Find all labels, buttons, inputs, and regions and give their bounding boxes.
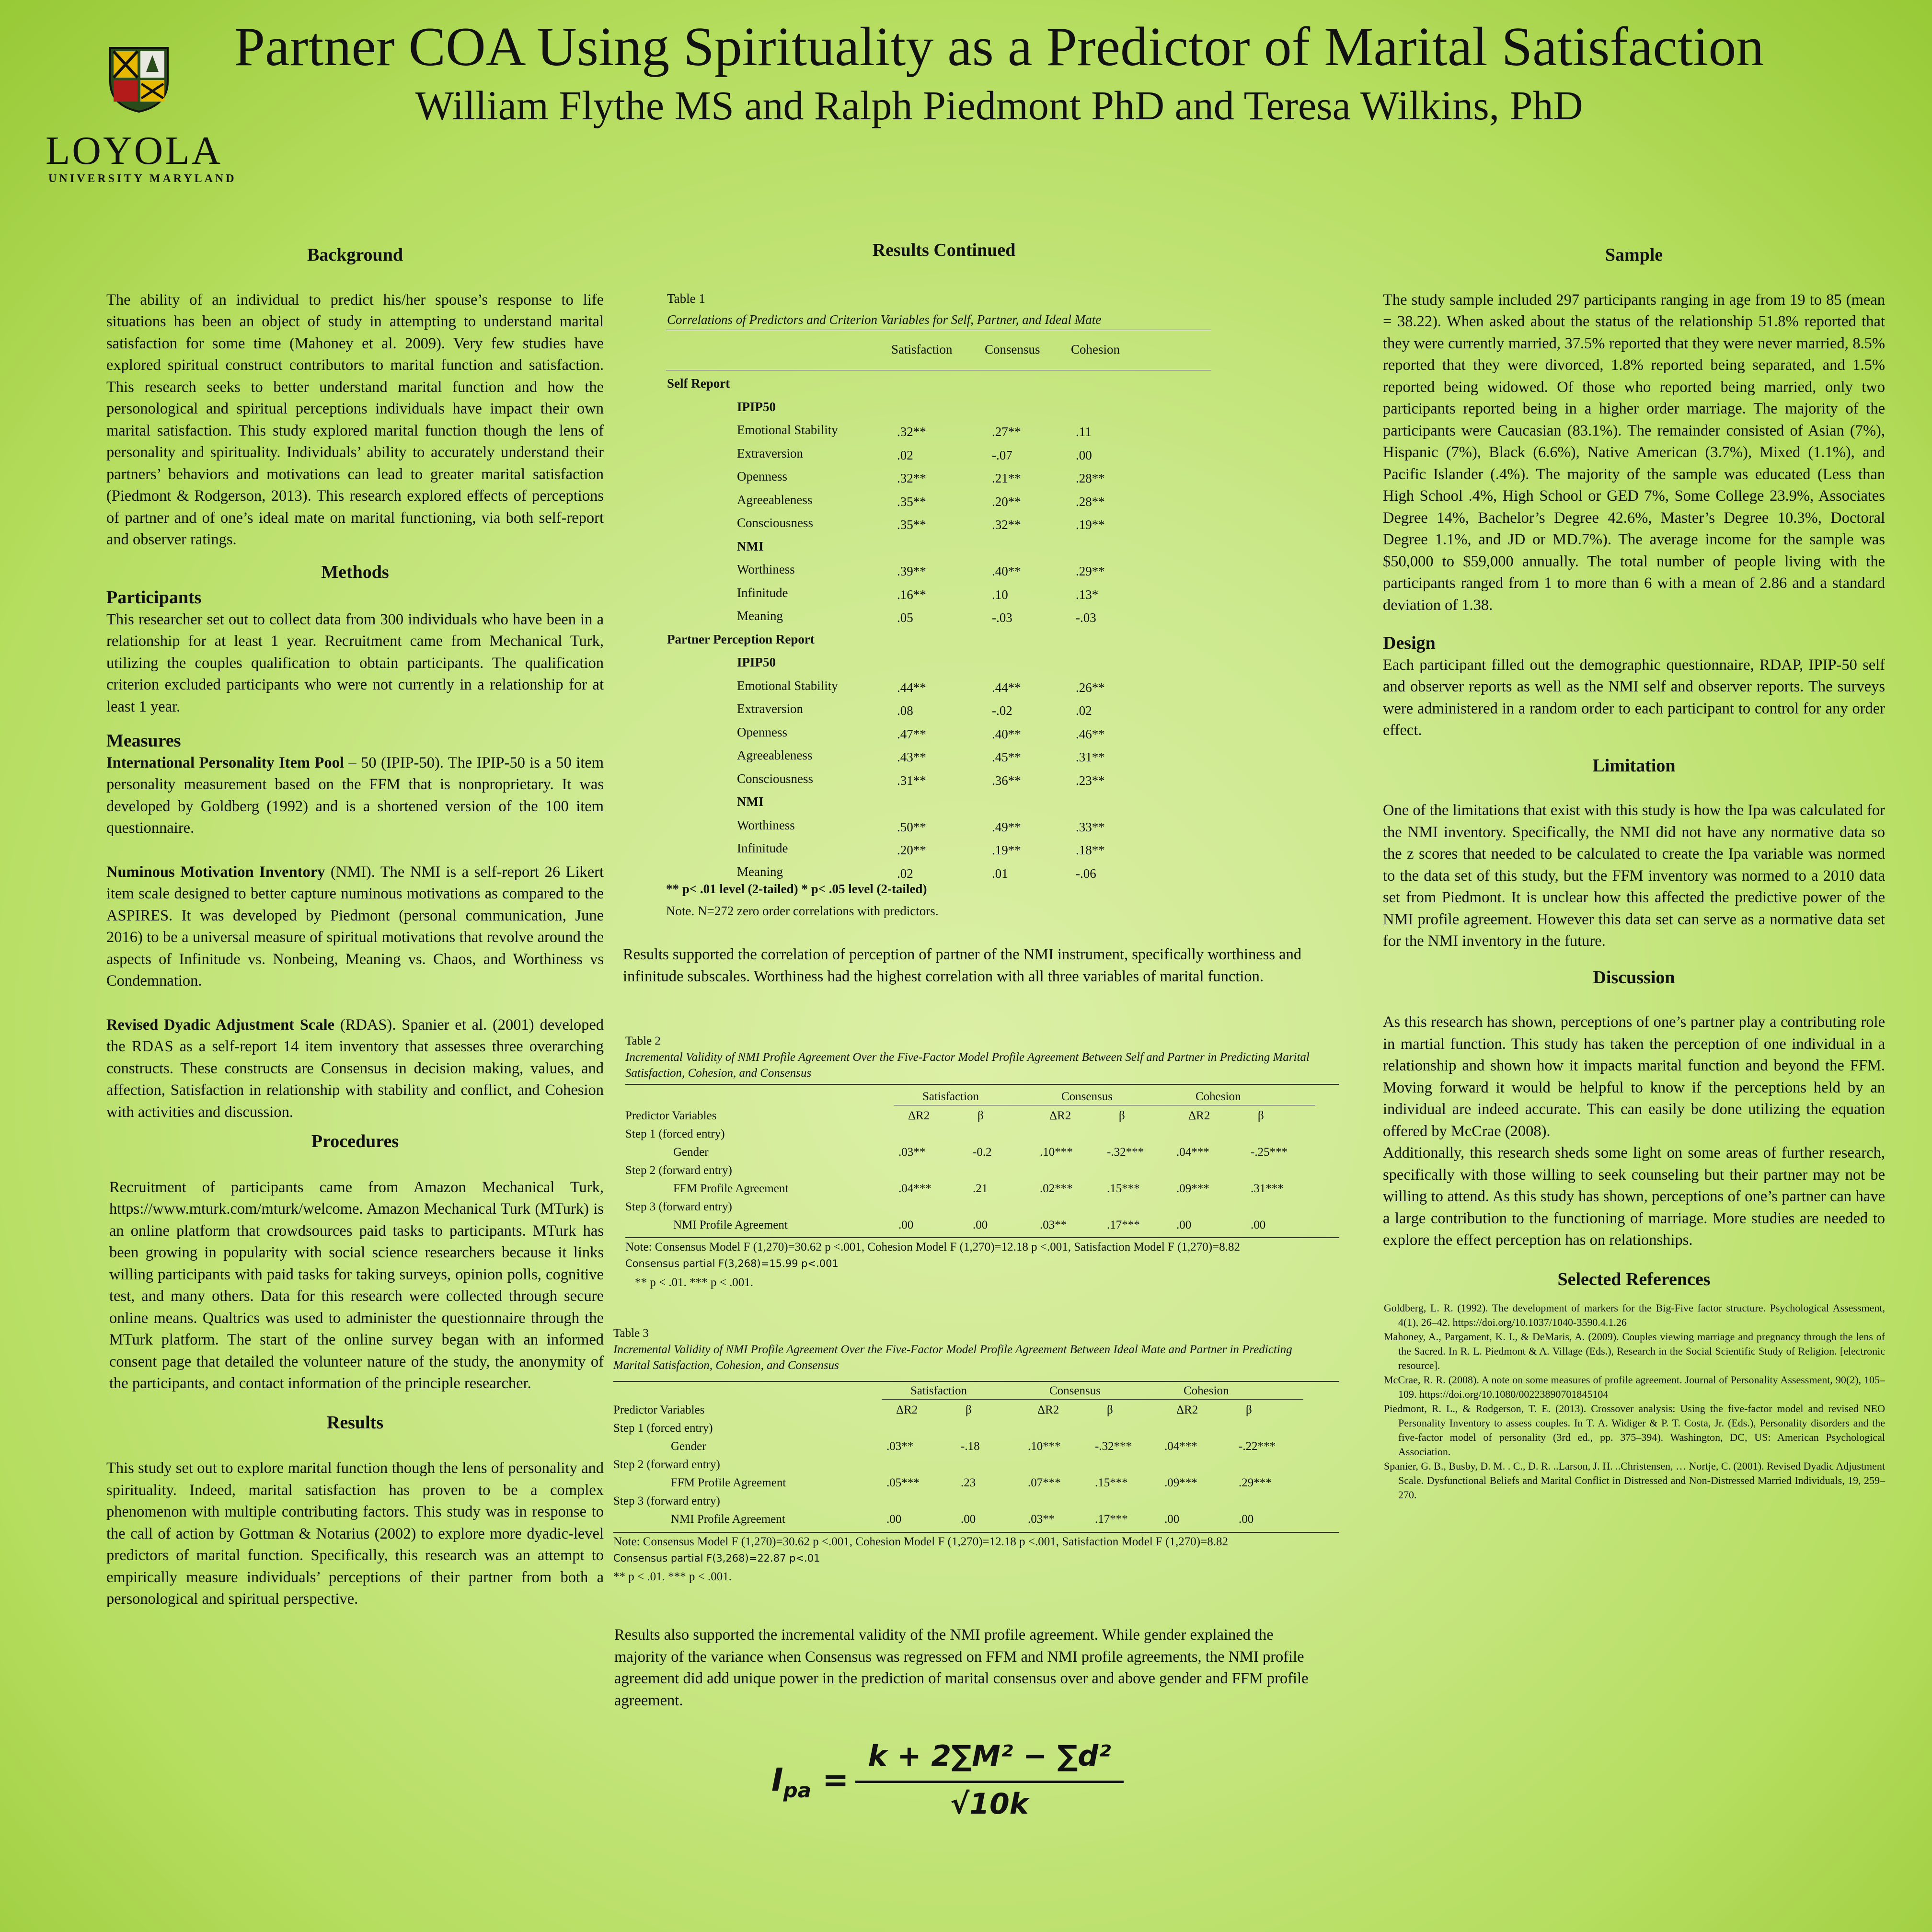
table-3-cell: .03** [1028, 1513, 1055, 1526]
table-1-cell: .39** [897, 564, 926, 578]
table-1-cell: .50** [897, 819, 926, 834]
table-1-cell: .02 [897, 448, 913, 462]
table-3-note-2: Consensus partial F(3,268)=22.87 p<.01 [613, 1552, 820, 1564]
table-1-row-label: Consciousness [737, 516, 814, 530]
table-1-cell: .46** [1076, 726, 1105, 741]
table-3-row-label: Step 3 (forward entry) [613, 1495, 720, 1507]
table-1-cell: .31** [897, 773, 926, 788]
table-2-cell: .00 [1251, 1219, 1266, 1231]
table-3-cell: .17*** [1095, 1513, 1128, 1526]
table-1-row-label: Openness [737, 724, 787, 739]
table-1-cell: .18** [1076, 843, 1105, 857]
table-1-row-label: Consciousness [737, 771, 814, 786]
table-3-group-header: Cohesion [1184, 1384, 1229, 1397]
table-1-subgroup-label: IPIP50 [737, 655, 776, 669]
table-2-note-2: Consensus partial F(3,268)=15.99 p<.001 [625, 1258, 839, 1269]
table-1-cell: .43** [897, 750, 926, 764]
table-1-cell: .23** [1076, 773, 1105, 788]
procedures-text: Recruitment of participants came from Amazon Mechanical Turk, https://www.mturk.com/mturk/welcome. Amazon Mechanical Turk (MTurk) is an online platform that crowdsources paid tasks to participants. MTurk has been growing in popularity with social science researchers because it links willing participants with paid tasks for taking surveys, opinion polls, cognitive test, and many others. Data for this research were collected through secure online means. Qualtrics was used to administer the questionnaire through the MTurk platform. The start of the online survey began with an informed consent page that detailed the volunteer nature of the study, the anonymity of the participants, and contact information of the principle researcher. [109, 1178, 604, 1392]
sample-heading: Sample [1605, 245, 1663, 265]
design-text: Each participant filled out the demographic questionnaire, RDAP, IPIP-50 self and observer reports as well as the NMI self and observer reports. The surveys were administered in a random order to each participant to control for any order effect. [1383, 656, 1885, 739]
discussion-text-2: Additionally, this research sheds some light on some areas of further research, specifically with those willing to seek counseling but their partner may not be willing to attend. As this study has shown, perceptions of one’s partner can have a large contribution to the functioning of marriage. More studies are needed to explore the effect perception has on relationships. [1383, 1144, 1885, 1249]
design-heading: Design [1383, 633, 1436, 653]
table-2-row-label: Step 2 (forward entry) [625, 1164, 732, 1177]
table-1-cell: .32** [897, 471, 926, 485]
table-1-row-label: Infinitude [737, 585, 788, 600]
table-1-cell: .40** [992, 564, 1021, 578]
table-1-section-label: Self Report [667, 376, 730, 391]
table-3-group-header: Consensus [1049, 1384, 1101, 1397]
table-3-cell: .23 [961, 1476, 976, 1489]
table-1-cell: .11 [1076, 425, 1092, 439]
table-1-cell: .10 [992, 587, 1008, 602]
table-2-cell: .04*** [1176, 1146, 1209, 1159]
table-1-subgroup-label: IPIP50 [737, 399, 776, 414]
table-3-cell: -.18 [961, 1440, 980, 1453]
table-2-sub-header: ΔR2 [908, 1109, 930, 1122]
table-2-cell: .21 [973, 1182, 988, 1195]
table-1-col-satisfaction: Satisfaction [891, 342, 953, 356]
table-1-caption: Correlations of Predictors and Criterion Variables for Self, Partner, and Ideal Mate [667, 312, 1102, 327]
table-1-cell: .26** [1076, 680, 1105, 695]
limitation-text: One of the limitations that exist with this study is how the Ipa was calculated for the NMI inventory. Specifically, the NMI did not have any normative data so the z scores that needed to be calculated to create the Ipa variable was normed to the data set of this study, but the FFM inventory was normed to a 2010 data set from Piedmont. It is unclear how this affected the predictive power of the NMI profile agreement. However this data set can serve as a normative data set for the NMI inventory in the future. [1383, 802, 1885, 950]
table-2-row-label: NMI Profile Agreement [673, 1219, 788, 1231]
table-3-cell: .07*** [1028, 1476, 1061, 1489]
table-1-cell: -.03 [992, 610, 1012, 625]
table-3-cell: .04*** [1164, 1440, 1197, 1453]
table-2-row-label: Step 3 (forward entry) [625, 1200, 732, 1213]
table-1-cell: .28** [1076, 494, 1105, 509]
results-text: This study set out to explore marital function though the lens of personality and spirituality. Indeed, marital satisfaction has proven to be a complex phenomenon with multiple contributing factors. This study was in response to the call of action by Gottman & Notarius (2002) to explore more dyadic-level predictors of marital function. Specifically, this research was an attempt to empirically measure individuals’ perceptions of their partner from both a personological and spiritual perspective. [106, 1460, 604, 1608]
table-3-cell: .10*** [1028, 1440, 1061, 1453]
table-1-cell: .32** [992, 518, 1021, 532]
table-1-cell: -.02 [992, 703, 1012, 718]
table-1-cell: .35** [897, 494, 926, 509]
table-1-cell: .05 [897, 610, 913, 625]
table-3-row-label: Gender [671, 1440, 706, 1453]
discussion-heading: Discussion [1593, 967, 1675, 988]
poster-authors: William Flythe MS and Ralph Piedmont PhD and Teresa Wilkins, PhD [415, 82, 1583, 128]
table-1-subgroup-label: NMI [737, 794, 764, 809]
table-2-cell: .00 [898, 1219, 914, 1231]
table-2-cell: .03** [1040, 1219, 1067, 1231]
table-1-cell: .44** [992, 680, 1021, 695]
table-2-cell: .02*** [1040, 1182, 1073, 1195]
table-1-cell: -.07 [992, 448, 1012, 462]
table-1-row-label: Emotional Stability [737, 678, 838, 693]
table-1-cell: .02 [897, 866, 913, 881]
table-3-sub-header: β [1107, 1403, 1113, 1416]
results-continued-heading: Results Continued [872, 240, 1016, 260]
rdas-desc: (RDAS). Spanier et al. (2001) developed the RDAS as a self-report 14 item inventory that assesses three overarching constructs. These constructs are Consensus in decision making, values, and affection, Satisfaction in relationship with stability and conflict, and Cohesion with activities and discussion. [106, 1016, 604, 1121]
table-3-sub-header: ΔR2 [1037, 1403, 1059, 1416]
table-1-label: Table 1 [667, 291, 705, 306]
reference-item: Goldberg, L. R. (1992). The development of markers for the Big-Five factor structure. Psychological Assessment, 4(1), 26–42. https://doi.org/10.1037/1040-3590.4.1.26 [1384, 1302, 1885, 1328]
logo-wordmark: LOYOLA [46, 128, 223, 173]
table-3-note-3: ** p < .01. *** p < .001. [613, 1570, 732, 1583]
table-3-group-rule [882, 1399, 1303, 1400]
table-3-row-label: Predictor Variables [613, 1403, 705, 1416]
table-1-row-label: Agreeableness [737, 748, 813, 762]
table-1-row-label: Extraversion [737, 702, 803, 716]
table-2-label: Table 2 [625, 1035, 661, 1047]
formula-numerator: k + 2∑M² − ∑d² [868, 1739, 1111, 1773]
table-1-cell: -.06 [1076, 866, 1096, 881]
table-3-bottom-rule [613, 1532, 1339, 1533]
table-3-sub-header: ΔR2 [896, 1403, 918, 1416]
formula-denominator: √10k [950, 1787, 1029, 1821]
table-3-cell: .00 [886, 1513, 902, 1526]
table-1-cell: .08 [897, 703, 913, 718]
nmi-desc: (NMI). The NMI is a self-report 26 Likert item scale designed to better capture numinous motivations as compared to the ASPIRES. It was developed by Piedmont (personal communication, June 2016) to be a universal measure of spiritual motivations that revolve around the aspects of Infinitude vs. Nonbeing, Meaning vs. Chaos, and Worthiness vs Condemnation. [106, 863, 604, 989]
results-heading: Results [326, 1412, 384, 1433]
table-3-cell: .05*** [886, 1476, 920, 1489]
table-2-caption: Incremental Validity of NMI Profile Agreement Over the Five-Factor Model Profile Agreement Between Self and Partner in Predicting Marital Satisfaction, Cohesion, and Consensus [625, 1051, 1310, 1080]
table-3-top-rule [613, 1381, 1339, 1382]
table-1-cell: .13* [1076, 587, 1099, 602]
table-3-row-label: Step 2 (forward entry) [613, 1458, 720, 1471]
table-1-cell: .01 [992, 866, 1008, 881]
table-2-cell: -.25*** [1251, 1146, 1288, 1159]
table-1-row-label: Meaning [737, 864, 783, 879]
table-1-subgroup-label: NMI [737, 539, 764, 553]
background-text: The ability of an individual to predict his/her spouse’s response to life situations has been an object of study in attempting to understand marital satisfaction for some time (Mahoney et al. 2009). Very few studies have explored spiritual construct contributors to marital function and satisfaction. This research seeks to better understand marital function and how the personological and spiritual perceptions individuals have impact their own marital satisfaction. This study explored marital function though the lens of personality and spirituality. Individuals’ ability to accurately understand their partners’ behaviors and motivations can lead to greater marital satisfaction (Piedmont & Rodgerson, 2013). This research explored effects of perceptions of partner and of one’s ideal mate on marital functioning, via both self-report and observer ratings. [106, 291, 604, 548]
table-3-cell: .00 [1164, 1513, 1180, 1526]
reference-item: Spanier, G. B., Busby, D. M. . C., D. R. ..Larson, J. H. ..Christensen, … Nortje, C. (2001). Revised Dyadic Adjustment Scale. Dysfunctional Beliefs and Marital Conflict in Distressed and Non-Distressed Married Individuals, 19, 259–270. [1384, 1460, 1885, 1501]
results-paragraph-2: Results also supported the incremental validity of the NMI profile agreement. While gender explained the majority of the variance when Consensus was regressed on FFM and NMI profile agreements, the NMI profile agreement did add unique power in the prediction of marital consensus over and above gender and FFM profile agreement. [614, 1626, 1309, 1709]
table-1-cell: .00 [1076, 448, 1092, 462]
table-1-cell: .19** [992, 843, 1021, 857]
table-2-row-label: FFM Profile Agreement [673, 1182, 789, 1195]
table-3-cell: .00 [1239, 1513, 1254, 1526]
table-1-cell: .31** [1076, 750, 1105, 764]
table-1-row-label: Extraversion [737, 446, 803, 460]
logo-subtitle: UNIVERSITY MARYLAND [48, 172, 237, 185]
table-2-cell: .15*** [1107, 1182, 1140, 1195]
table-2-sub-header: ΔR2 [1188, 1109, 1210, 1122]
table-2-row-label: Predictor Variables [625, 1109, 717, 1122]
table-1-row-label: Worthiness [737, 817, 795, 832]
table-1-cell: .16** [897, 587, 926, 602]
table-1-cell: .49** [992, 819, 1021, 834]
table-1-discussion [623, 944, 1327, 988]
table-2-sub-header: ΔR2 [1049, 1109, 1071, 1122]
table-2-cell: -.32*** [1107, 1146, 1144, 1159]
table-1-row-label: Emotional Stability [737, 423, 838, 437]
table-3-cell: .29*** [1239, 1476, 1272, 1489]
table-1-row-label: Openness [737, 469, 787, 483]
table-2-cell: .03** [898, 1146, 926, 1159]
reference-item: Mahoney, A., Pargament, K. I., & DeMaris, A. (2009). Couples viewing marriage and pregnancy through the lens of the Sacred. In R. L. Piedmont & A. Village (Eds.), Research in the Social Scientific Study of Religion. [electronic resource]. [1384, 1331, 1885, 1371]
table-2-cell: .00 [1176, 1219, 1192, 1231]
rdas-text [106, 1014, 604, 1124]
background-heading: Background [307, 245, 403, 265]
nmi-term: Numinous Motivation Inventory [106, 863, 325, 881]
table-3-cell: .09*** [1164, 1476, 1197, 1489]
references-list [1383, 1301, 1885, 1502]
table-3-sub-header: β [1246, 1403, 1252, 1416]
table-1-cell: .44** [897, 680, 926, 695]
ipip-term: International Personality Item Pool [106, 754, 344, 771]
formula-equals: = [811, 1761, 849, 1798]
table-1-cell: .47** [897, 726, 926, 741]
limitation-heading: Limitation [1592, 755, 1676, 776]
table-3-cell: .03** [886, 1440, 914, 1453]
table-3-cell: .00 [961, 1513, 976, 1526]
table-3-label: Table 3 [613, 1327, 649, 1340]
table-1-cell: .35** [897, 518, 926, 532]
table-1-cell: .20** [897, 843, 926, 857]
formula-lhs-sub: pa [783, 1779, 811, 1803]
results-paragraph-1: Results supported the correlation of perception of partner of the NMI instrument, specifically worthiness and infinitude subscales. Worthiness had the highest correlation with all three variables of marital function. [623, 946, 1302, 985]
table-1-cell: .28** [1076, 471, 1105, 485]
table-1-note: Note. N=272 zero order correlations with predictors. [666, 904, 939, 918]
right-column [1383, 244, 1885, 1502]
rdas-term: Revised Dyadic Adjustment Scale [106, 1016, 335, 1034]
table-1-cell: .21** [992, 471, 1021, 485]
table-1-cell: .02 [1076, 703, 1092, 718]
table-1-cell: .33** [1076, 819, 1105, 834]
table-1-cell: .36** [992, 773, 1021, 788]
table-3-sub-header: ΔR2 [1176, 1403, 1198, 1416]
table-2-cell: -0.2 [973, 1146, 992, 1159]
table-2-note-3: ** p < .01. *** p < .001. [635, 1276, 753, 1289]
table-2-group-header: Satisfaction [922, 1090, 979, 1103]
table-2-cell: .31*** [1251, 1182, 1284, 1195]
table-2-sub-header: β [978, 1109, 984, 1122]
table-1-cell: .45** [992, 750, 1021, 764]
table-2-cell: .04*** [898, 1182, 932, 1195]
table-1-col-consensus: Consensus [985, 342, 1040, 356]
table-2-cell: .00 [973, 1219, 988, 1231]
table-3-row-label: FFM Profile Agreement [671, 1476, 786, 1489]
table-1-section-label: Partner Perception Report [667, 632, 815, 646]
table-2-group-header: Cohesion [1196, 1090, 1241, 1103]
table-2-note-1: Note: Consensus Model F (1,270)=30.62 p <.001, Cohesion Model F (1,270)=12.18 p <.001, Satisfaction Model F (1,270)=8.82 [625, 1241, 1240, 1254]
table-2-bottom-rule [625, 1237, 1339, 1238]
formula-lhs: I [771, 1761, 783, 1798]
ipa-formula [771, 1735, 1126, 1830]
table-1-row-label: Agreeableness [737, 492, 813, 507]
table-1-cell: .29** [1076, 564, 1105, 578]
table-2-cell: .17*** [1107, 1219, 1140, 1231]
nmi-text [106, 862, 604, 992]
table-3-row-label: NMI Profile Agreement [671, 1513, 785, 1526]
table-2-row-label: Step 1 (forced entry) [625, 1127, 725, 1140]
ipip-desc: – 50 (IPIP-50). The IPIP-50 is a 50 item personality measurement based on the FFM that is nonproprietary. It was developed by Goldberg (1992) and is a shortened version of the 100 item questionnaire. [106, 754, 604, 837]
table-1-significance: ** p< .01 level (2-tailed) * p< .05 level (2-tailed) [666, 882, 927, 896]
sample-text: The study sample included 297 participants ranging in age from 19 to 85 (mean = 38.22). When asked about the status of the relationship 51.8% reported that they were currently married, 37.5% reported that they were never married, 8.5% reported that they were divorced, 1.8% reported being separated, and 1.5% reported being widowed. Of those who reported being married, only two participants reported being in a higher order marriage. The majority of the participants were Caucasian (83.1%). The remainder consisted of Asian (7%), Hispanic (7%), Black (6.6%), Native American (3.7%), Mixed (1.1%), and Pacific Islander (.4%). The majority of the sample was educated (Less than High School .4%, High School or GED 7%, Some College 23.9%, Associates Degree 14%, Bachelor’s Degree 42.6%, Master’s Degree 10.3%, Doctoral Degree 1.1%, and JD or MD.7%). The average income for the sample was $50,000 to $59,000 annually. The total number of people living with the participants ranged from 1 to more than 6 with a mean of 2.86 and a standard deviation of 1.38. [1383, 291, 1885, 614]
table-3-group-header: Satisfaction [910, 1384, 967, 1397]
table-2-cell: .09*** [1176, 1182, 1209, 1195]
table-2-group-header: Consensus [1061, 1090, 1113, 1103]
table-3-cell: -.32*** [1095, 1440, 1132, 1453]
references-heading: Selected References [1557, 1269, 1711, 1289]
procedures-heading: Procedures [311, 1131, 399, 1151]
table-3-caption: Incremental Validity of NMI Profile Agreement Over the Five-Factor Model Profile Agreement Between Ideal Mate and Partner in Predicting Marital Satisfaction, Cohesion, and Consensus [613, 1343, 1292, 1372]
table-3-cell: .15*** [1095, 1476, 1128, 1489]
ipip-text [106, 752, 604, 840]
table-3-discussion [614, 1624, 1314, 1712]
table-1-cell: .40** [992, 726, 1021, 741]
participants-text: This researcher set out to collect data from 300 individuals who have been in a relationship for at least 1 year. Recruitment came from Mechanical Turk, utilizing the couples qualification to obtain participants. The qualification criterion excluded participants who were not currently in a relationship for at least 1 year. [106, 610, 604, 715]
crest-icon [108, 46, 170, 113]
table-1-cell: .19** [1076, 518, 1105, 532]
table-1-row-label: Meaning [737, 609, 783, 623]
table-2 [625, 1030, 1339, 1294]
table-2-top-rule [625, 1084, 1339, 1085]
table-2-row-label: Gender [673, 1146, 709, 1159]
formula-fraction-bar [855, 1781, 1124, 1783]
table-2-sub-header: β [1258, 1109, 1264, 1122]
measures-heading: Measures [106, 731, 181, 751]
table-1-row-label: Infinitude [737, 841, 788, 855]
table-3-note-1: Note: Consensus Model F (1,270)=30.62 p <.001, Cohesion Model F (1,270)=12.18 p <.001, Satisfaction Model F (1,270)=8.82 [613, 1535, 1228, 1548]
poster-title: Partner COA Using Spirituality as a Predictor of Marital Satisfaction [234, 16, 1764, 78]
table-1-col-cohesion: Cohesion [1071, 342, 1120, 356]
methods-heading: Methods [321, 562, 389, 582]
table-2-sub-header: β [1119, 1109, 1125, 1122]
table-1-cell: .20** [992, 494, 1021, 509]
discussion-text-1: As this research has shown, perceptions of one’s partner play a contributing role in martial function. This study has taken the perception of one individual in a relationship and shown how it impacts marital function and beyond the FFM. Moving forward it would be helpful to know if the perceptions held by an individual are indeed accurate. This can easily be done utilizing the equation offered by McCrae (2008). [1383, 1013, 1885, 1140]
reference-item: McCrae, R. R. (2008). A note on some measures of profile agreement. Journal of Personality Assessment, 90(2), 105–109. https://doi.org/10.1080/00223890701845104 [1384, 1374, 1885, 1400]
left-column [106, 244, 604, 1610]
table-1-cell: -.03 [1076, 610, 1096, 625]
reference-item: Piedmont, R. L., & Rodgerson, T. E. (2013). Crossover analysis: Using the five-factor model and revised NEO Personality Inventory to assess couples. In T. A. Widiger & P. T. Costa, Jr. (Eds.), Personality disorders and the five-factor model of personality (3rd ed., pp. 375–394). Washington, DC, US: American Psychological Association. [1384, 1403, 1885, 1458]
table-2-cell: .10*** [1040, 1146, 1073, 1159]
table-1-row-label: Worthiness [737, 562, 795, 576]
table-3-row-label: Step 1 (forced entry) [613, 1422, 713, 1435]
table-1-cell: .27** [992, 425, 1021, 439]
table-1-cell: .32** [897, 425, 926, 439]
table-3 [613, 1322, 1339, 1591]
table-3-sub-header: β [966, 1403, 972, 1416]
table-1 [666, 288, 1212, 925]
table-3-cell: -.22*** [1239, 1440, 1276, 1453]
participants-heading: Participants [106, 587, 202, 608]
